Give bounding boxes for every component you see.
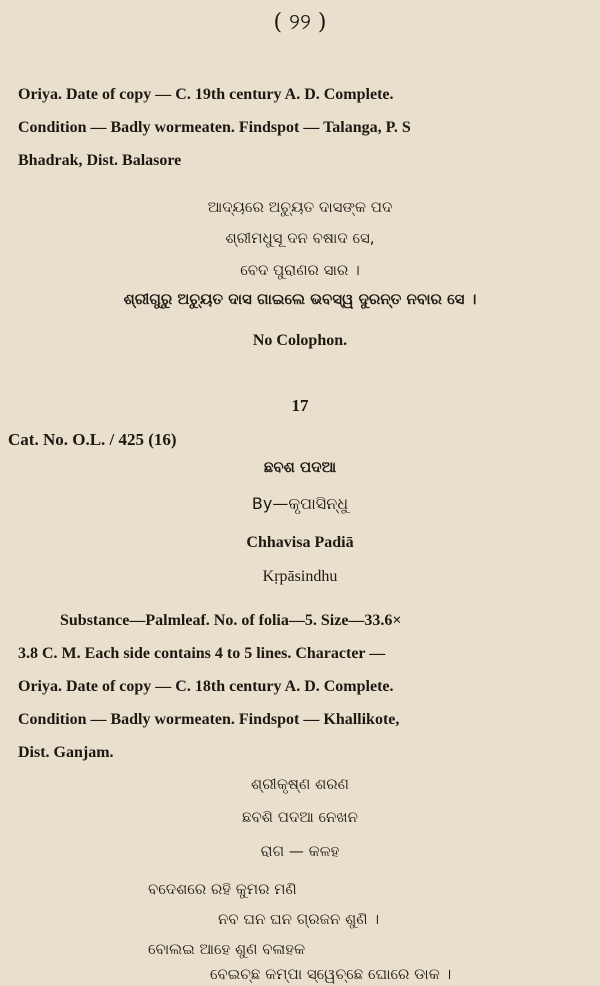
entry17-title-latin: Chhavisa Padiā <box>246 534 354 551</box>
entry17-desc-line: 3.8 C. M. Each side contains 4 to 5 lines. Character — <box>18 645 386 662</box>
entry17-verse-center: ରାଗ — କଳହ <box>260 842 340 860</box>
entry16-desc-line: Oriya. Date of copy — C. 19th century A. D. Complete. <box>18 86 394 103</box>
entry16-desc-line: Condition — Badly wormeaten. Findspot — Talanga, P. S <box>18 119 411 136</box>
entry17-desc-line: Dist. Ganjam. <box>18 744 114 761</box>
entry17-title-oriya: ଛବଶ ପଦଆ <box>263 458 337 476</box>
page-number: ( ୨୨ ) <box>273 10 327 35</box>
entry17-author-latin: Kṛpāsindhu <box>262 568 338 585</box>
entry17-verse-center: ଶ୍ରୀକୃଷ୍ଣ ଶରଣ <box>251 775 349 793</box>
entry17-description <box>18 637 580 769</box>
entry17-verse-center: ଛବଶି ପଦଆ ନେଖନ <box>242 808 358 826</box>
entry17-cat-no: Cat. No. O.L. / 425 (16) <box>8 430 177 449</box>
entry17-description <box>18 604 580 637</box>
entry17-verse-line: ବୋଲଇ ଆହେ ଶୁଣ ବଳାହକ <box>148 940 306 958</box>
entry17-desc-line: Condition — Badly wormeaten. Findspot — Khallikote, <box>18 711 400 728</box>
entry17-verse-line: ବଦେଶରେ ରହି କୁମର ମଣି <box>148 880 297 898</box>
entry16-verse-line: ଶ୍ରୀମଧୁସୂ ଦନ ବଷାଦ ସେ, <box>225 229 375 247</box>
entry16-verse-line: ଆଦ୍ୟରେ ଅଚ୍ୟୁତ ଦାସଙ୍କ ପଦ <box>207 198 393 216</box>
entry16-verse-line: ଶ୍ରୀଗୁରୁ ଅଚ୍ୟୁତ ଦାସ ଗାଇଲେ ଭବସ୍ୱ ଦୁରନ୍ତ ନବାର ସେ । <box>123 290 477 308</box>
entry16-verse-line: ବେଦ ପୁରାଣର ସାର । <box>240 261 360 279</box>
entry16-colophon: No Colophon. <box>252 332 348 349</box>
entry17-verse-line: ନବ ଘନ ଘନ ଗ୍ରଜନ ଶୁଣି । <box>218 910 380 928</box>
entry17-desc-line: Substance—Palmleaf. No. of folia—5. Size—33.6× <box>60 612 402 629</box>
entry17-by-oriya: By—କୃପାସିନ୍ଧୁ <box>251 494 349 513</box>
entry16-description <box>18 78 580 177</box>
entry17-desc-line: Oriya. Date of copy — C. 18th century A. D. Complete. <box>18 678 394 695</box>
entry17-verse-line: ବେଇଚ୍ଛ କମ୍ପା ସ୍ୱେଚ୍ଛେ ଘୋରେ ଡାକ । <box>210 965 452 983</box>
entry17-number: 17 <box>291 396 309 415</box>
entry16-desc-line: Bhadrak, Dist. Balasore <box>18 152 182 169</box>
